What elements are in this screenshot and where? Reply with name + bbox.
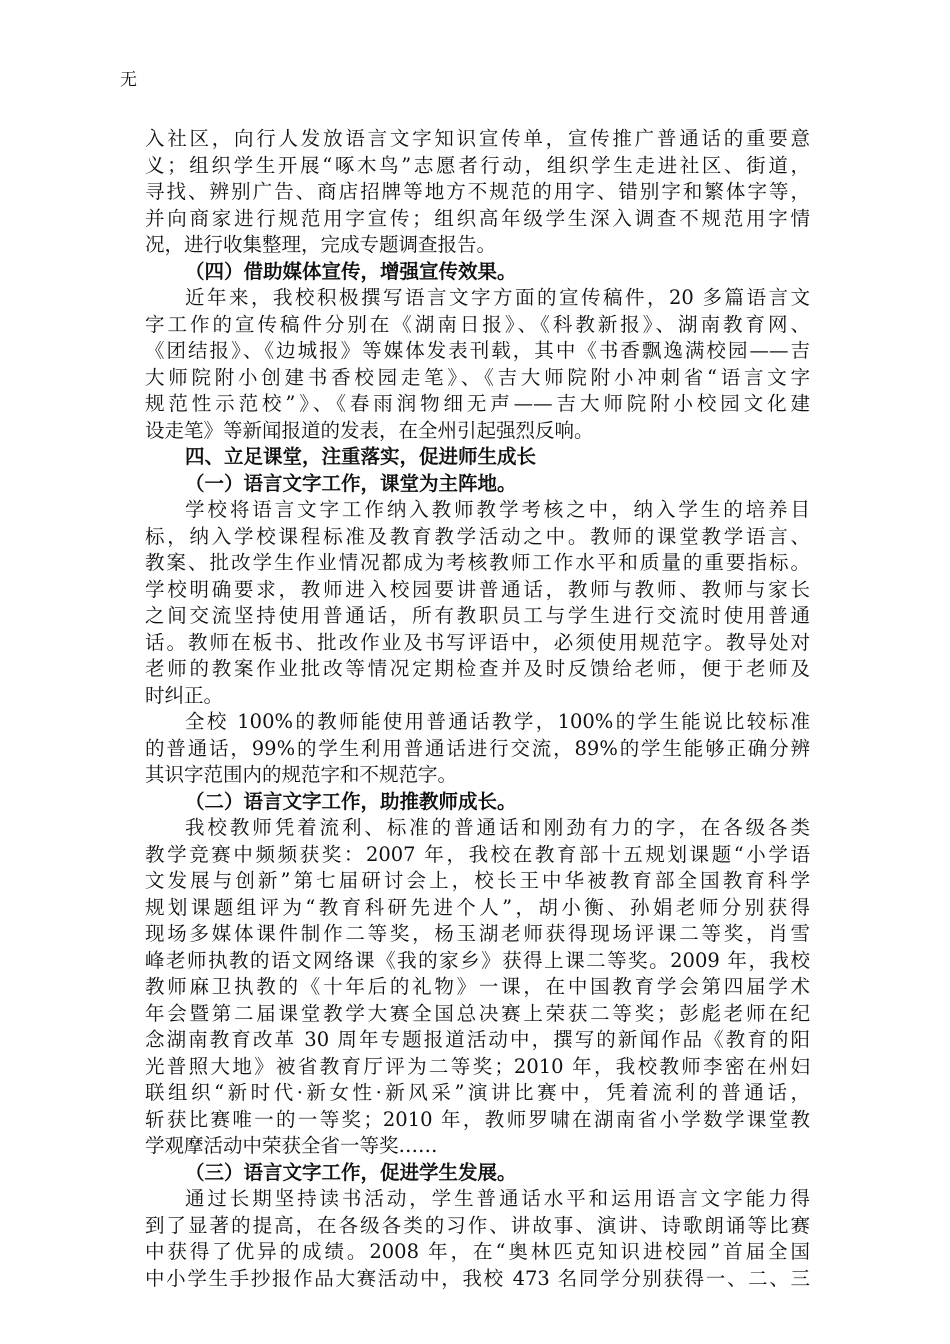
text-line: （四）借助媒体宣传，增强宣传效果。 [185, 259, 517, 283]
text-line: 规范性示范校”》、《春雨润物细无声——吉大师院附小校园文化建 [145, 392, 810, 415]
text-line: （二）语言文字工作，助推教师成长。 [185, 789, 517, 813]
text-line: 中小学生手抄报作品大赛活动中，我校 473 名同学分别获得一、二、三 [145, 1266, 810, 1290]
text-line: （三）语言文字工作，促进学生发展。 [185, 1160, 517, 1184]
text-line: 教案、批改学生作业情况都成为考核教师工作水平和质量的重要指标。 [145, 551, 810, 574]
document-body [145, 126, 810, 1292]
text-line: 四、立足课堂，注重落实，促进师生成长 [185, 445, 537, 468]
text-line: 标，纳入学校课程标准及教育教学活动之中。教师的课堂教学语言、 [145, 524, 810, 548]
text-line: 入社区，向行人发放语言文字知识宣传单，宣传推广普通话的重要意 [145, 127, 810, 150]
page-header-mark: 无 [120, 70, 137, 90]
text-line: 其识字范围内的规范字和不规范字。 [145, 763, 458, 786]
text-line: 义；组织学生开展“啄木鸟”志愿者行动，组织学生走进社区、街道， [145, 153, 810, 177]
text-line: 现场多媒体课件制作二等奖，杨玉湖老师获得现场评课二等奖，肖雪 [145, 922, 810, 945]
text-line: 并向商家进行规范用字宣传；组织高年级学生深入调查不规范用字情 [145, 206, 810, 230]
text-line: 近年来，我校积极撰写语言文字方面的宣传稿件，20 多篇语言文 [185, 286, 810, 309]
text-line: 学校将语言文字工作纳入教师教学考核之中，纳入学生的培养目 [185, 498, 810, 521]
text-line: 老师的教案作业批改等情况定期检查并及时反馈给老师，便于老师及 [145, 657, 810, 680]
text-line: 学校明确要求，教师进入校园要讲普通话，教师与教师、教师与家长 [145, 577, 810, 601]
text-line: 我校教师凭着流利、标准的普通话和刚劲有力的字，在各级各类 [185, 816, 810, 839]
text-line: 教师麻卫执教的《十年后的礼物》一课，在中国教育学会第四届学术 [145, 975, 810, 998]
text-line: 通过长期坚持读书活动，学生普通话水平和运用语言文字能力得 [185, 1187, 810, 1210]
text-line: 学观摩活动中荣获全省一等奖…… [145, 1134, 438, 1157]
text-line: （一）语言文字工作，课堂为主阵地。 [185, 471, 517, 495]
text-line: 的普通话，99%的学生利用普通话进行交流，89%的学生能够正确分辨 [145, 736, 810, 760]
text-line: 字工作的宣传稿件分别在《湖南日报》、《科教新报》、湖南教育网、 [145, 312, 810, 336]
text-line: 况，进行收集整理，完成专题调查报告。 [145, 233, 497, 256]
text-line: 年会暨第二届课堂教学大赛全国总决赛上荣获二等奖；彭彪老师在纪 [145, 1001, 810, 1025]
text-line: 之间交流坚持使用普通话，所有教职员工与学生进行交流时使用普通 [145, 604, 810, 627]
text-line: 话。教师在板书、批改作业及书写评语中，必须使用规范字。教导处对 [145, 630, 810, 654]
text-line: 设走笔》等新闻报道的发表，在全州引起强烈反响。 [145, 418, 594, 442]
text-line: 大师院附小创建书香校园走笔》、《吉大师院附小冲刺省“语言文字 [145, 365, 810, 389]
text-line: 光普照大地》被省教育厅评为二等奖；2010 年，我校教师李密在州妇 [145, 1054, 810, 1078]
text-line: 时纠正。 [145, 683, 224, 707]
text-line: 文发展与创新”第七届研讨会上，校长王中华被教育部全国教育科学 [145, 869, 810, 892]
text-line: 全校 100%的教师能使用普通话教学，100%的学生能说比较标准 [185, 710, 810, 733]
text-line: 峰老师执教的语文网络课《我的家乡》获得上课二等奖。2009 年，我校 [145, 948, 810, 972]
text-line: 中获得了优异的成绩。2008 年，在“奥林匹克知识进校园”首届全国 [145, 1240, 810, 1263]
text-line: 到了显著的提高，在各级各类的习作、讲故事、演讲、诗歌朗诵等比赛 [145, 1213, 810, 1237]
text-line: 教学竞赛中频频获奖：2007 年，我校在教育部十五规划课题“小学语 [145, 842, 810, 866]
text-line: 《团结报》、《边城报》等媒体发表刊载，其中《书香飘逸满校园——吉 [145, 339, 810, 362]
text-line: 寻找、辨别广告、商店招牌等地方不规范的用字、错别字和繁体字等， [145, 180, 810, 203]
text-line: 规划课题组评为“教育科研先进个人”，胡小衡、孙娟老师分别获得 [145, 895, 810, 919]
text-line: 斩获比赛唯一的一等奖；2010 年，教师罗啸在湖南省小学数学课堂教 [145, 1107, 810, 1131]
text-line: 联组织“新时代·新女性·新风采”演讲比赛中，凭着流利的普通话， [145, 1081, 810, 1104]
text-line: 念湖南教育改革 30 周年专题报道活动中，撰写的新闻作品《教育的阳 [145, 1028, 810, 1051]
